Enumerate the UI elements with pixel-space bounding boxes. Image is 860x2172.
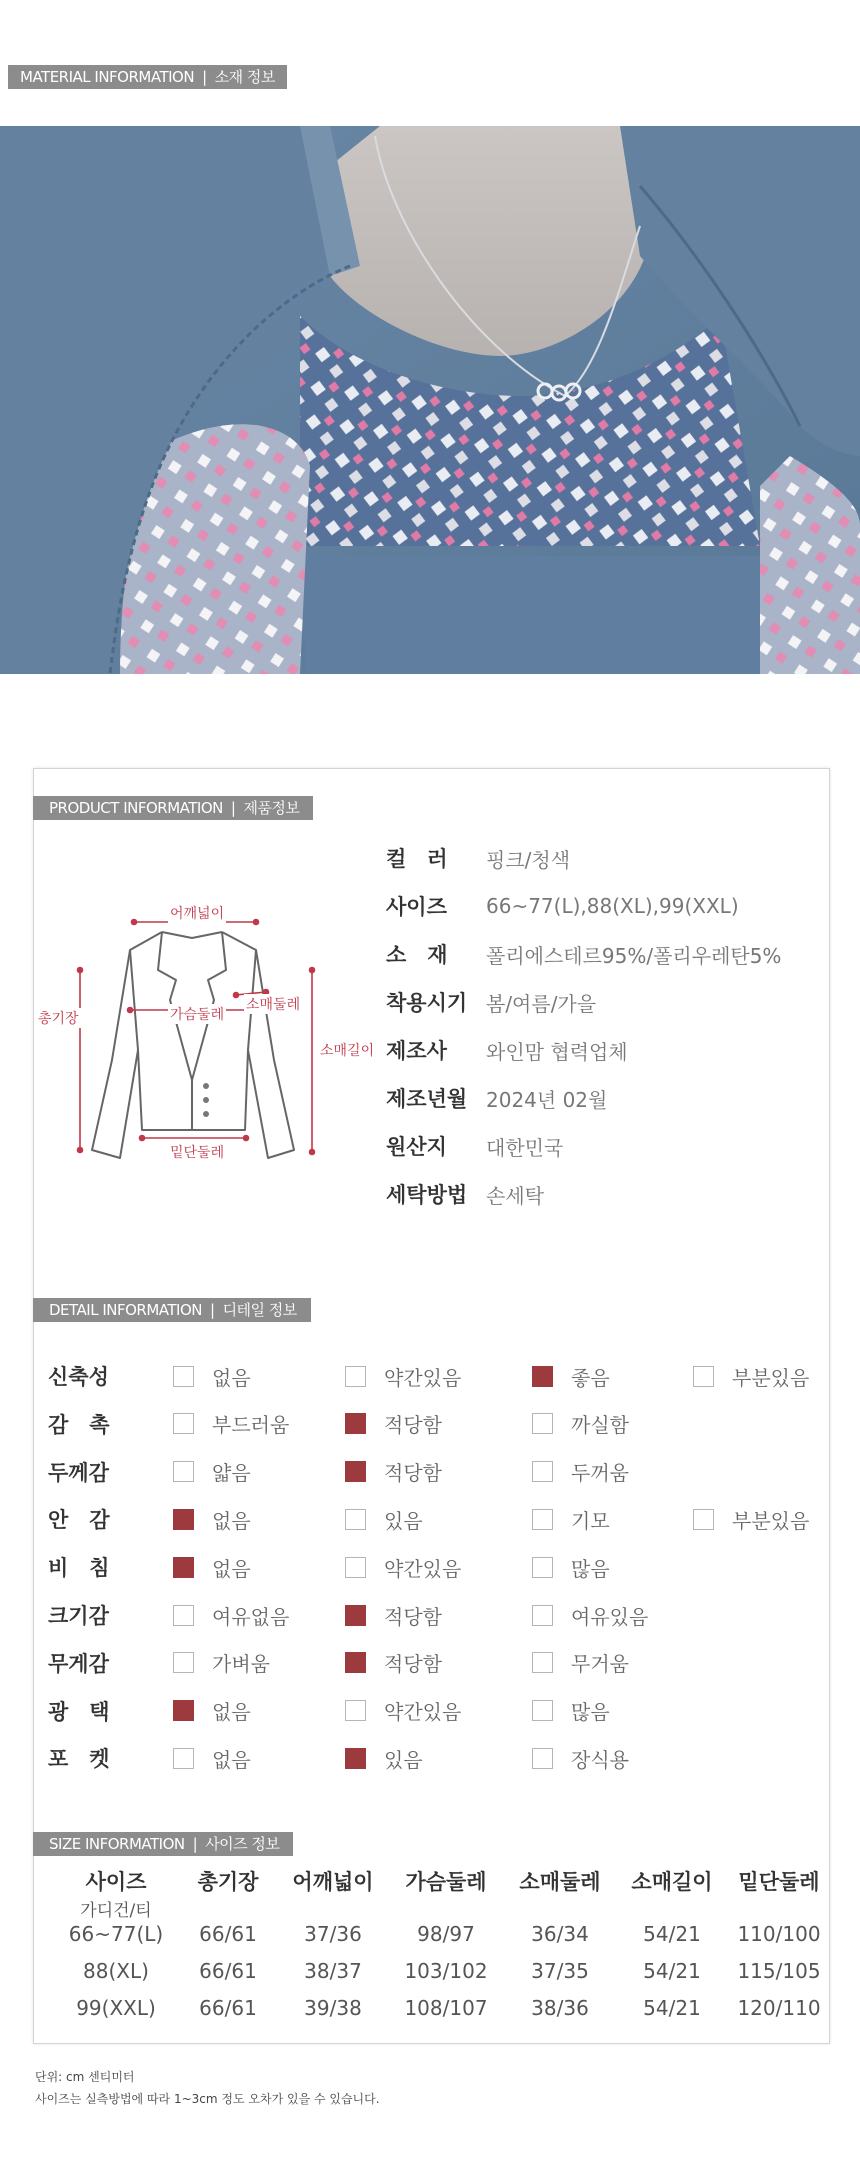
detail-option[interactable]: [173, 1504, 251, 1534]
size-table-cell: 98/97: [417, 1922, 475, 1946]
size-table-cell: 66/61: [199, 1922, 257, 1946]
unchecked-box-icon[interactable]: [532, 1557, 553, 1578]
detail-option-label: 많음: [571, 1556, 610, 1581]
detail-option-label: 약간있음: [384, 1700, 462, 1725]
detail-row: [48, 1598, 838, 1632]
detail-option[interactable]: [693, 1504, 809, 1534]
size-table-cell: 54/21: [643, 1959, 701, 1983]
spec-value: 2024년 02월: [486, 1087, 608, 1112]
size-table-cell: 66~77(L): [68, 1922, 164, 1946]
size-table-cell: 36/34: [531, 1922, 589, 1946]
size-table-cell: 38/37: [304, 1959, 362, 1983]
size-table-header: [48, 1866, 828, 1896]
detail-label: 비 침: [48, 1556, 110, 1581]
detail-row: [48, 1741, 838, 1775]
size-table-header-cell: 가슴둘레: [405, 1870, 487, 1894]
size-table-cell: 54/21: [643, 1996, 701, 2020]
chest-label: 가슴둘레: [168, 1004, 226, 1024]
size-table-header-cell: 어깨넓이: [292, 1870, 374, 1894]
detail-label: 두께감: [48, 1460, 109, 1485]
spec-value: 66~77(L),88(XL),99(XXL): [486, 894, 739, 918]
detail-option-label: 없음: [212, 1508, 251, 1533]
shoulder-width-label: 어깨넓이: [168, 903, 226, 923]
size-table-cell: 120/110: [737, 1996, 821, 2020]
detail-option-label: 장식용: [571, 1747, 629, 1772]
spec-row: [386, 1035, 628, 1065]
unchecked-box-icon[interactable]: [532, 1605, 553, 1626]
detail-option[interactable]: [693, 1361, 809, 1391]
spec-label: 컬 러: [386, 847, 448, 871]
unchecked-box-icon[interactable]: [173, 1605, 194, 1626]
detail-option-label: 없음: [212, 1700, 251, 1725]
size-table-header-cell: 밑단둘레: [738, 1870, 820, 1894]
detail-option[interactable]: [345, 1457, 442, 1487]
detail-option-label: 적당함: [384, 1413, 442, 1438]
material-tag-ko: 소재 정보: [214, 68, 275, 86]
size-tag-en: SIZE INFORMATION: [49, 1835, 185, 1853]
detail-option[interactable]: [173, 1743, 251, 1773]
detail-option[interactable]: [173, 1600, 289, 1630]
size-table-subheader-cell: 가디건/티: [80, 1901, 152, 1921]
size-table-row: [48, 1959, 828, 1989]
detail-option-label: 부분있음: [732, 1365, 810, 1390]
size-table-header-cell: 총기장: [197, 1870, 259, 1894]
detail-option-label: 없음: [212, 1747, 251, 1772]
detail-tag-ko: 디테일 정보: [222, 1301, 297, 1319]
unchecked-box-icon[interactable]: [693, 1509, 714, 1530]
spec-label: 원산지: [386, 1135, 447, 1159]
size-table-cell: 108/107: [404, 1996, 488, 2020]
unchecked-box-icon[interactable]: [532, 1413, 553, 1434]
size-table-cell: 39/38: [304, 1996, 362, 2020]
unchecked-box-icon[interactable]: [345, 1700, 366, 1721]
size-table-cell: 37/35: [531, 1959, 589, 1983]
spec-value: 봄/여름/가을: [486, 991, 597, 1016]
spec-value: 핑크/청색: [486, 847, 571, 872]
detail-row: [48, 1407, 838, 1441]
detail-option-label: 여유있음: [571, 1604, 649, 1629]
spec-label: 제조년월: [386, 1087, 468, 1111]
spec-value: 폴리에스테르95%/폴리우레탄5%: [486, 943, 782, 968]
tag-separator: |: [202, 68, 207, 86]
hem-label: 밑단둘레: [168, 1142, 226, 1162]
unchecked-box-icon[interactable]: [532, 1652, 553, 1673]
unchecked-box-icon[interactable]: [173, 1652, 194, 1673]
fabric-closeup-photo: [0, 126, 860, 674]
unchecked-box-icon[interactable]: [173, 1461, 194, 1482]
size-table-row: [48, 1996, 828, 2026]
detail-info-tag: [33, 1298, 311, 1322]
spec-value: 와인맘 협력업체: [486, 1039, 628, 1064]
detail-option-label: 약간있음: [384, 1556, 462, 1581]
detail-option-label: 좋음: [571, 1365, 610, 1390]
spec-label: 착용시기: [386, 991, 468, 1015]
spec-row: [386, 1131, 563, 1161]
detail-option-label: 있음: [384, 1747, 423, 1772]
detail-row: [48, 1694, 838, 1728]
detail-option[interactable]: [345, 1648, 442, 1678]
detail-option[interactable]: [345, 1743, 423, 1773]
detail-option-label: 약간있음: [384, 1365, 462, 1390]
spec-label: 제조사: [386, 1039, 447, 1063]
size-table-cell: 88(XL): [83, 1959, 149, 1983]
detail-tag-en: DETAIL INFORMATION: [49, 1301, 202, 1319]
tolerance-note: 사이즈는 실측방법에 따라 1~3cm 정도 오차가 있을 수 있습니다.: [35, 2092, 380, 2106]
detail-option[interactable]: [345, 1696, 461, 1726]
detail-label: 광 택: [48, 1699, 110, 1724]
checked-box-icon[interactable]: [345, 1748, 366, 1769]
detail-option[interactable]: [173, 1457, 251, 1487]
detail-option-label: 얇음: [212, 1461, 251, 1486]
detail-option[interactable]: [173, 1409, 289, 1439]
detail-option[interactable]: [173, 1648, 270, 1678]
checked-box-icon[interactable]: [173, 1509, 194, 1530]
unchecked-box-icon[interactable]: [345, 1366, 366, 1387]
detail-option-label: 많음: [571, 1700, 610, 1725]
size-table-cell: 66/61: [199, 1996, 257, 2020]
detail-option[interactable]: [345, 1409, 442, 1439]
size-table-header-cell: 사이즈: [85, 1870, 147, 1894]
detail-option[interactable]: [532, 1361, 610, 1391]
detail-option-label: 부드러움: [212, 1413, 290, 1438]
product-tag-en: PRODUCT INFORMATION: [49, 799, 223, 817]
spec-label: 소 재: [386, 943, 448, 967]
size-table-cell: 66/61: [199, 1959, 257, 1983]
detail-option-label: 무거움: [571, 1652, 629, 1677]
detail-row: [48, 1502, 838, 1536]
size-table-header-cell: 소매둘레: [519, 1870, 601, 1894]
unchecked-box-icon[interactable]: [345, 1509, 366, 1530]
checked-box-icon[interactable]: [532, 1366, 553, 1387]
tag-separator: |: [230, 799, 236, 817]
detail-option[interactable]: [532, 1552, 610, 1582]
spec-value: 손세탁: [486, 1183, 544, 1208]
product-info-tag: [33, 796, 313, 820]
checked-box-icon[interactable]: [173, 1700, 194, 1721]
material-tag-en: MATERIAL INFORMATION: [20, 68, 195, 86]
detail-option[interactable]: [532, 1648, 629, 1678]
product-tag-ko: 제품정보: [243, 799, 300, 817]
total-length-label: 총기장: [36, 1008, 81, 1028]
detail-label: 안 감: [48, 1508, 110, 1533]
detail-option[interactable]: [532, 1696, 610, 1726]
detail-option-label: 있음: [384, 1508, 423, 1533]
detail-option-label: 기모: [571, 1508, 610, 1533]
detail-option-label: 여유없음: [212, 1604, 290, 1629]
spec-row: [386, 987, 596, 1017]
spec-row: [386, 939, 781, 969]
sleeve-length-label: 소매길이: [318, 1040, 376, 1060]
checked-box-icon[interactable]: [345, 1605, 366, 1626]
detail-label: 포 켓: [48, 1747, 110, 1772]
detail-option[interactable]: [345, 1504, 423, 1534]
size-table-cell: 110/100: [737, 1922, 821, 1946]
detail-label: 신축성: [48, 1365, 109, 1389]
detail-label: 무게감: [48, 1651, 109, 1676]
spec-row: [386, 1179, 544, 1209]
detail-option[interactable]: [345, 1600, 442, 1630]
spec-label: 세탁방법: [386, 1183, 468, 1207]
detail-option[interactable]: [532, 1743, 629, 1773]
size-table-cell: 54/21: [643, 1922, 701, 1946]
detail-option-label: 없음: [212, 1365, 251, 1390]
material-info-tag: [8, 65, 287, 89]
detail-option[interactable]: [532, 1457, 629, 1487]
detail-option[interactable]: [173, 1552, 251, 1582]
unchecked-box-icon[interactable]: [532, 1700, 553, 1721]
spec-label: 사이즈: [386, 895, 447, 919]
spec-row: [386, 843, 570, 873]
detail-option[interactable]: [532, 1600, 648, 1630]
detail-row: [48, 1646, 838, 1680]
detail-row: [48, 1455, 838, 1489]
detail-row: [48, 1359, 838, 1393]
size-info-tag: [33, 1832, 293, 1856]
size-table-cell: 103/102: [404, 1959, 488, 1983]
tag-separator: |: [210, 1301, 215, 1319]
checked-box-icon[interactable]: [345, 1652, 366, 1673]
detail-option[interactable]: [532, 1409, 629, 1439]
detail-label: 크기감: [48, 1604, 109, 1628]
detail-option[interactable]: [345, 1552, 461, 1582]
unchecked-box-icon[interactable]: [532, 1509, 553, 1530]
detail-option-label: 두꺼움: [571, 1461, 629, 1486]
detail-option-label: 없음: [212, 1556, 251, 1581]
size-table-row: [48, 1922, 828, 1952]
detail-option[interactable]: [173, 1361, 251, 1391]
unchecked-box-icon[interactable]: [173, 1366, 194, 1387]
detail-row: [48, 1550, 838, 1584]
checked-box-icon[interactable]: [173, 1557, 194, 1578]
spec-row: [386, 1083, 607, 1113]
detail-option-label: 까실함: [571, 1413, 629, 1438]
spec-row: [386, 891, 739, 921]
checked-box-icon[interactable]: [345, 1461, 366, 1482]
sleeve-circumference-label: 소매둘레: [244, 994, 302, 1014]
checked-box-icon[interactable]: [345, 1413, 366, 1434]
detail-option-label: 적당함: [384, 1604, 442, 1629]
size-table-cell: 37/36: [304, 1922, 362, 1946]
detail-option[interactable]: [532, 1504, 610, 1534]
size-tag-ko: 사이즈 정보: [205, 1835, 280, 1853]
detail-option[interactable]: [345, 1361, 461, 1391]
detail-option-label: 가벼움: [212, 1652, 270, 1677]
size-table-cell: 38/36: [531, 1996, 589, 2020]
size-table-cell: 115/105: [737, 1959, 821, 1983]
jacket-outline-icon: [30, 880, 370, 1180]
detail-option-label: 적당함: [384, 1652, 442, 1677]
size-table-header-cell: 소매길이: [631, 1870, 713, 1894]
unchecked-box-icon[interactable]: [532, 1748, 553, 1769]
detail-option-label: 부분있음: [732, 1508, 810, 1533]
unchecked-box-icon[interactable]: [173, 1748, 194, 1769]
unit-note: 단위: cm 센티미터: [35, 2070, 135, 2084]
spec-value: 대한민국: [486, 1135, 564, 1160]
unchecked-box-icon[interactable]: [532, 1461, 553, 1482]
unchecked-box-icon[interactable]: [693, 1366, 714, 1387]
size-table-cell: 99(XXL): [76, 1996, 156, 2020]
detail-option-label: 적당함: [384, 1461, 442, 1486]
tag-separator: |: [192, 1835, 198, 1853]
jacket-measurement-diagram: [30, 880, 375, 1180]
detail-option[interactable]: [173, 1696, 251, 1726]
unchecked-box-icon[interactable]: [345, 1557, 366, 1578]
unchecked-box-icon[interactable]: [173, 1413, 194, 1434]
detail-label: 감 촉: [48, 1412, 110, 1437]
